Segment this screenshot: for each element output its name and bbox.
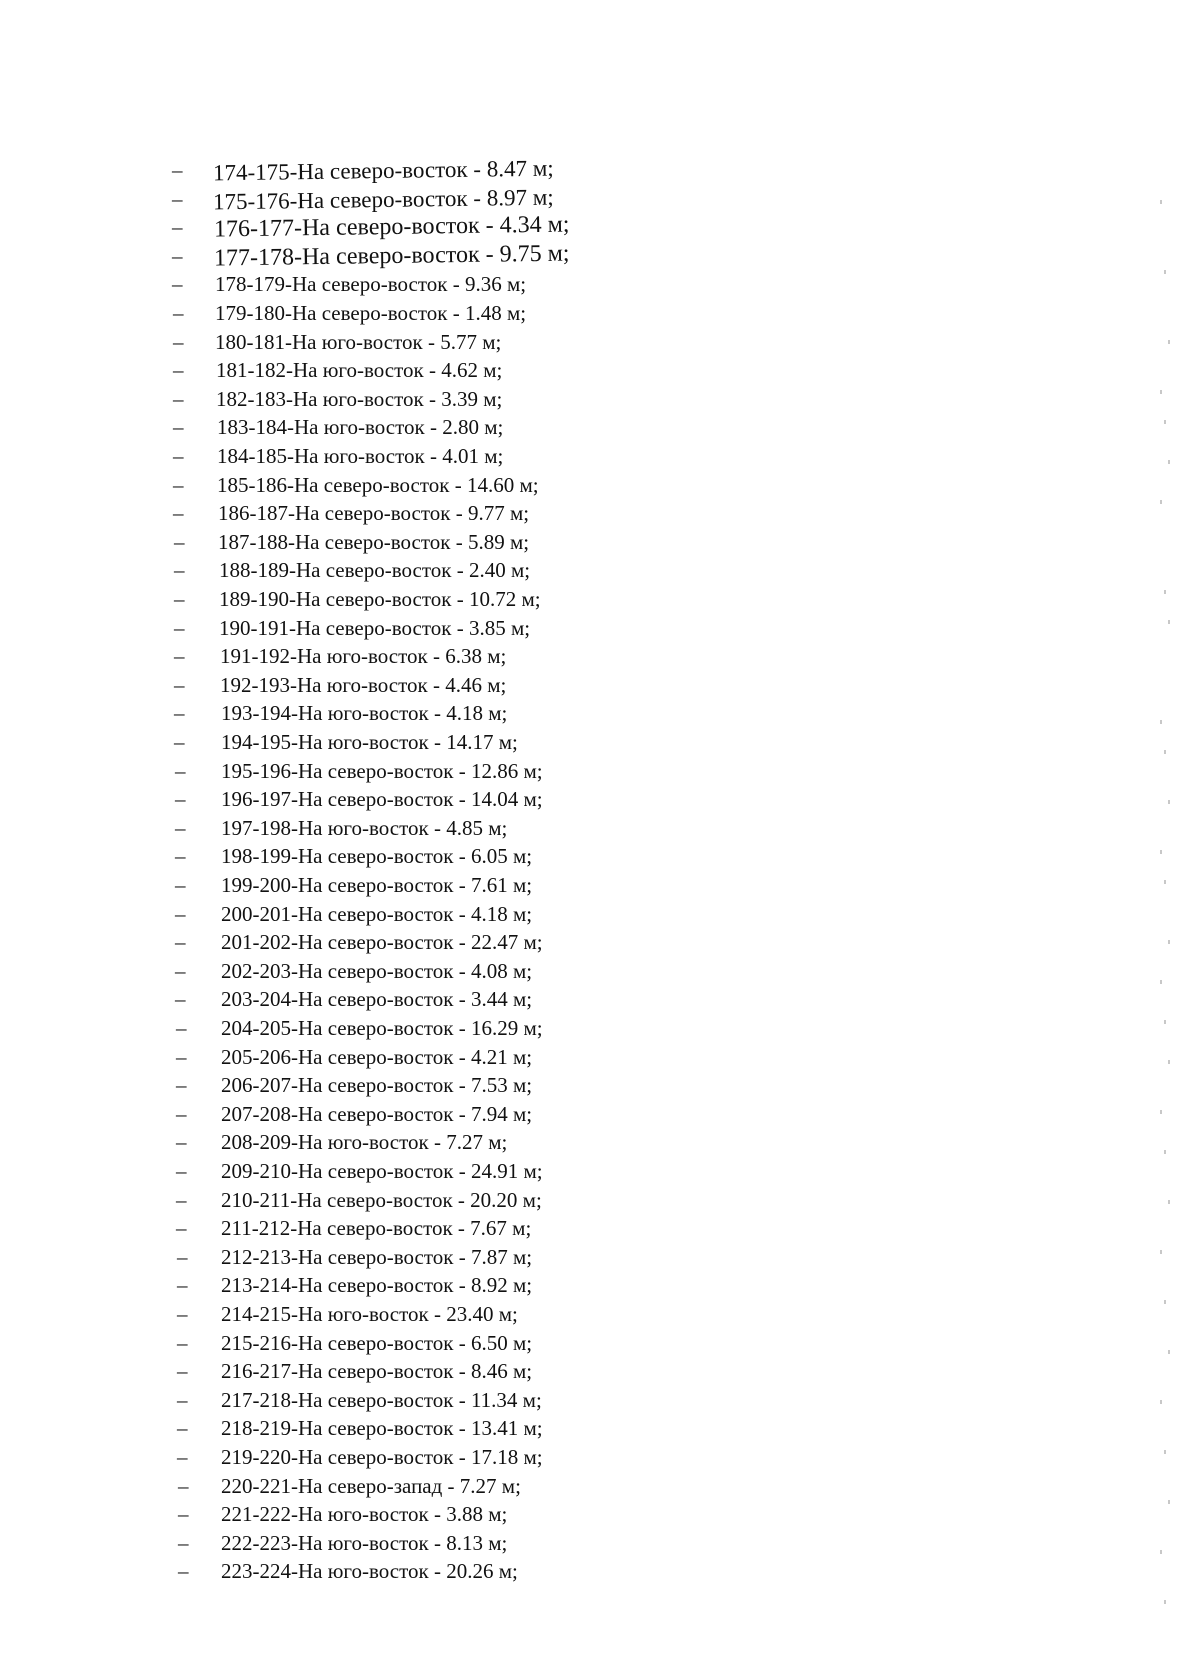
list-dash: – bbox=[177, 1359, 188, 1383]
list-dash: – bbox=[172, 272, 183, 296]
list-dash: – bbox=[175, 930, 186, 954]
list-dash: – bbox=[176, 1102, 187, 1126]
scan-speck bbox=[1164, 1150, 1166, 1154]
list-dash: – bbox=[175, 844, 186, 868]
list-dash: – bbox=[177, 1331, 188, 1355]
list-dash: – bbox=[176, 1016, 187, 1040]
scan-speck bbox=[1164, 750, 1166, 754]
segment-text: 174-175-На северо-восток - 8.47 м; bbox=[212, 155, 554, 186]
list-dash: – bbox=[177, 1416, 188, 1440]
segment-text: 204-205-На северо-восток - 16.29 м; bbox=[221, 1016, 543, 1040]
segment-text: 214-215-На юго-восток - 23.40 м; bbox=[221, 1302, 518, 1326]
segment-text: 186-187-На северо-восток - 9.77 м; bbox=[218, 501, 530, 525]
segment-text: 183-184-На юго-восток - 2.80 м; bbox=[217, 415, 504, 439]
segment-text: 209-210-На северо-восток - 24.91 м; bbox=[221, 1159, 543, 1183]
segment-text: 219-220-На северо-восток - 17.18 м; bbox=[221, 1445, 543, 1469]
segment-text: 188-189-На северо-восток - 2.40 м; bbox=[219, 558, 531, 582]
list-dash: – bbox=[177, 1245, 188, 1269]
segment-text: 213-214-На северо-восток - 8.92 м; bbox=[221, 1273, 533, 1297]
list-dash: – bbox=[172, 244, 183, 268]
list-dash: – bbox=[174, 644, 185, 668]
segment-text: 203-204-На северо-восток - 3.44 м; bbox=[221, 987, 533, 1011]
segment-text: 187-188-На северо-восток - 5.89 м; bbox=[218, 530, 530, 554]
scan-speck bbox=[1160, 980, 1162, 984]
segment-text: 178-179-На северо-восток - 9.36 м; bbox=[215, 272, 527, 296]
segment-text: 196-197-На северо-восток - 14.04 м; bbox=[221, 787, 543, 811]
list-dash: – bbox=[178, 1502, 189, 1526]
list-dash: – bbox=[172, 215, 183, 239]
segment-text: 185-186-На северо-восток - 14.60 м; bbox=[217, 473, 539, 497]
segment-text: 206-207-На северо-восток - 7.53 м; bbox=[221, 1073, 533, 1097]
segment-text: 223-224-На юго-восток - 20.26 м; bbox=[221, 1559, 518, 1583]
scan-speck bbox=[1160, 850, 1162, 854]
scan-speck bbox=[1164, 1450, 1166, 1454]
segment-text: 217-218-На северо-восток - 11.34 м; bbox=[221, 1388, 542, 1412]
scan-speck bbox=[1168, 620, 1170, 624]
scan-speck bbox=[1160, 500, 1162, 504]
list-dash: – bbox=[173, 387, 184, 411]
scan-speck bbox=[1164, 590, 1166, 594]
scan-speck bbox=[1160, 1250, 1162, 1254]
list-dash: – bbox=[175, 816, 186, 840]
segment-text: 177-178-На северо-восток - 9.75 м; bbox=[213, 240, 570, 272]
scan-speck bbox=[1160, 1400, 1162, 1404]
scan-speck bbox=[1160, 1550, 1162, 1554]
segment-text: 218-219-На северо-восток - 13.41 м; bbox=[221, 1416, 543, 1440]
list-dash: – bbox=[176, 1130, 187, 1154]
list-dash: – bbox=[173, 330, 184, 354]
scan-speck bbox=[1164, 880, 1166, 884]
segment-text: 200-201-На северо-восток - 4.18 м; bbox=[221, 902, 533, 926]
list-dash: – bbox=[177, 1302, 188, 1326]
scan-speck bbox=[1168, 1060, 1170, 1064]
scan-speck bbox=[1164, 420, 1166, 424]
segment-text: 192-193-На юго-восток - 4.46 м; bbox=[220, 673, 507, 697]
list-dash: – bbox=[174, 616, 185, 640]
list-dash: – bbox=[173, 358, 184, 382]
list-dash: – bbox=[173, 501, 184, 525]
segment-text: 222-223-На юго-восток - 8.13 м; bbox=[221, 1531, 508, 1555]
list-dash: – bbox=[175, 902, 186, 926]
list-dash: – bbox=[178, 1559, 189, 1583]
list-dash: – bbox=[175, 959, 186, 983]
list-dash: – bbox=[175, 787, 186, 811]
segment-text: 193-194-На юго-восток - 4.18 м; bbox=[221, 701, 508, 725]
segment-text: 201-202-На северо-восток - 22.47 м; bbox=[221, 930, 543, 954]
scan-speck bbox=[1168, 1200, 1170, 1204]
segment-text: 216-217-На северо-восток - 8.46 м; bbox=[221, 1359, 533, 1383]
list-dash: – bbox=[173, 444, 184, 468]
list-dash: – bbox=[176, 1216, 187, 1240]
scan-speck bbox=[1168, 940, 1170, 944]
list-dash: – bbox=[174, 558, 185, 582]
segment-text: 195-196-На северо-восток - 12.86 м; bbox=[221, 759, 543, 783]
segment-text: 190-191-На северо-восток - 3.85 м; bbox=[219, 616, 531, 640]
segment-text: 215-216-На северо-восток - 6.50 м; bbox=[221, 1331, 533, 1355]
list-dash: – bbox=[176, 1188, 187, 1212]
list-dash: – bbox=[176, 1159, 187, 1183]
list-dash: – bbox=[178, 1531, 189, 1555]
segment-text: 211-212-На северо-восток - 7.67 м; bbox=[221, 1216, 532, 1240]
scan-speck bbox=[1164, 1600, 1166, 1604]
segment-text: 194-195-На юго-восток - 14.17 м; bbox=[221, 730, 518, 754]
list-dash: – bbox=[174, 730, 185, 754]
segment-text: 199-200-На северо-восток - 7.61 м; bbox=[221, 873, 533, 897]
segment-text: 191-192-На юго-восток - 6.38 м; bbox=[220, 644, 507, 668]
list-dash: – bbox=[175, 759, 186, 783]
segment-text: 198-199-На северо-восток - 6.05 м; bbox=[221, 844, 533, 868]
segment-text: 208-209-На юго-восток - 7.27 м; bbox=[221, 1130, 508, 1154]
list-dash: – bbox=[173, 415, 184, 439]
segment-text: 197-198-На юго-восток - 4.85 м; bbox=[221, 816, 508, 840]
scan-speck bbox=[1168, 1350, 1170, 1354]
scan-speck bbox=[1168, 340, 1170, 344]
scan-speck bbox=[1168, 460, 1170, 464]
segment-text: 176-177-На северо-восток - 4.34 м; bbox=[213, 211, 570, 243]
scan-edge-specks bbox=[1160, 160, 1180, 1620]
scan-speck bbox=[1160, 1110, 1162, 1114]
segment-text: 175-176-На северо-восток - 8.97 м; bbox=[212, 184, 554, 215]
segment-text: 202-203-На северо-восток - 4.08 м; bbox=[221, 959, 533, 983]
list-dash: – bbox=[173, 473, 184, 497]
list-dash: – bbox=[178, 1474, 189, 1498]
segment-text: 207-208-На северо-восток - 7.94 м; bbox=[221, 1102, 533, 1126]
list-dash: – bbox=[174, 673, 185, 697]
segment-text: 189-190-На северо-восток - 10.72 м; bbox=[219, 587, 541, 611]
segment-text: 184-185-На юго-восток - 4.01 м; bbox=[217, 444, 504, 468]
list-dash: – bbox=[172, 158, 183, 182]
scan-speck bbox=[1164, 270, 1166, 274]
scan-speck bbox=[1160, 720, 1162, 724]
scan-speck bbox=[1164, 1020, 1166, 1024]
list-dash: – bbox=[172, 187, 183, 211]
segment-text: 220-221-На северо-запад - 7.27 м; bbox=[221, 1474, 521, 1498]
segment-text: 205-206-На северо-восток - 4.21 м; bbox=[221, 1045, 533, 1069]
list-dash: – bbox=[176, 1073, 187, 1097]
scan-speck bbox=[1160, 200, 1162, 204]
segment-text: 179-180-На северо-восток - 1.48 м; bbox=[215, 301, 527, 325]
list-dash: – bbox=[177, 1388, 188, 1412]
segment-text: 182-183-На юго-восток - 3.39 м; bbox=[216, 387, 503, 411]
list-dash: – bbox=[176, 1045, 187, 1069]
list-dash: – bbox=[174, 701, 185, 725]
scan-speck bbox=[1168, 1500, 1170, 1504]
list-dash: – bbox=[177, 1273, 188, 1297]
segment-text: 180-181-На юго-восток - 5.77 м; bbox=[215, 330, 502, 354]
list-dash: – bbox=[173, 301, 184, 325]
segment-text: 212-213-На северо-восток - 7.87 м; bbox=[221, 1245, 533, 1269]
list-dash: – bbox=[174, 530, 185, 554]
segment-text: 181-182-На юго-восток - 4.62 м; bbox=[216, 358, 503, 382]
list-dash: – bbox=[174, 587, 185, 611]
segment-text: 221-222-На юго-восток - 3.88 м; bbox=[221, 1502, 508, 1526]
scan-speck bbox=[1160, 390, 1162, 394]
scan-speck bbox=[1164, 1300, 1166, 1304]
segment-text: 210-211-На северо-восток - 20.20 м; bbox=[221, 1188, 542, 1212]
list-dash: – bbox=[177, 1445, 188, 1469]
scan-speck bbox=[1168, 800, 1170, 804]
list-dash: – bbox=[175, 987, 186, 1011]
list-dash: – bbox=[175, 873, 186, 897]
